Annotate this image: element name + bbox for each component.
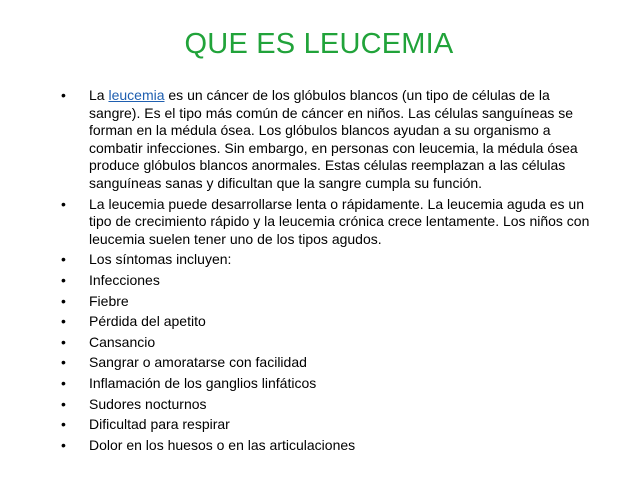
bullet-item: [58, 251, 598, 269]
bullet-item-definition: [58, 87, 598, 193]
bullet-icon: •: [61, 436, 66, 453]
bullet-item: [58, 293, 598, 311]
bullet-item: [58, 196, 598, 249]
bullet-text: Los síntomas incluyen:: [89, 251, 232, 268]
bullet-text: Dolor en los huesos o en las articulaciones: [89, 436, 356, 453]
bullet-text: Pérdida del apetito: [89, 313, 206, 330]
bullet-item: [58, 375, 598, 393]
bullet-text: es un cáncer de los glóbulos blancos (un tipo de células de la sangre). Es el tipo más común de cáncer en niños. Las células sanguíneas se forman en la médula ósea. Los glóbulos blancos ayudan a su organismo a combatir infecciones. Sin embargo, en personas con leucemia, la médula ósea produce glóbulos blancos anormales. Estas células reemplazan a las células sanguíneas sanas y dificultan que la sangre cumpla su función.: [89, 87, 578, 191]
bullet-prefix: La: [89, 87, 109, 103]
bullet-item: [58, 396, 598, 414]
bullet-icon: •: [61, 195, 66, 212]
bullet-item: [58, 437, 598, 455]
bullet-icon: •: [61, 87, 66, 103]
bullet-text: Infecciones: [89, 271, 160, 288]
bullet-item: [58, 416, 598, 434]
bullet-icon: •: [61, 251, 66, 268]
bullet-item: [58, 334, 598, 352]
bullet-icon: •: [61, 416, 66, 433]
bullet-icon: •: [61, 374, 66, 391]
bullet-text: Cansancio: [89, 333, 156, 350]
bullet-item: [58, 313, 598, 331]
bullet-icon: •: [61, 354, 66, 371]
bullet-text: Fiebre: [89, 292, 129, 309]
bullet-item: [58, 354, 598, 372]
bullet-text: La leucemia puede desarrollarse lenta o rápidamente. La leucemia aguda es un tipo de crecimiento rápido y la leucemia crónica crece lentamente. Los niños con leucemia suelen tener uno de los tipos agudos.: [89, 195, 590, 247]
leucemia-link[interactable]: leucemia: [108, 87, 165, 103]
bullet-text: Inflamación de los ganglios linfáticos: [89, 374, 317, 391]
bullet-icon: •: [61, 313, 66, 330]
bullet-text: Sudores nocturnos: [89, 395, 207, 412]
slide-title: QUE ES LEUCEMIA: [184, 28, 454, 60]
bullet-item: [58, 272, 598, 290]
bullet-list: [58, 87, 598, 457]
bullet-icon: •: [61, 292, 66, 309]
bullet-text: Sangrar o amoratarse con facilidad: [89, 354, 307, 371]
bullet-text: Dificultad para respirar: [89, 416, 230, 433]
bullet-icon: •: [61, 333, 66, 350]
bullet-icon: •: [61, 395, 66, 412]
bullet-icon: •: [61, 271, 66, 288]
